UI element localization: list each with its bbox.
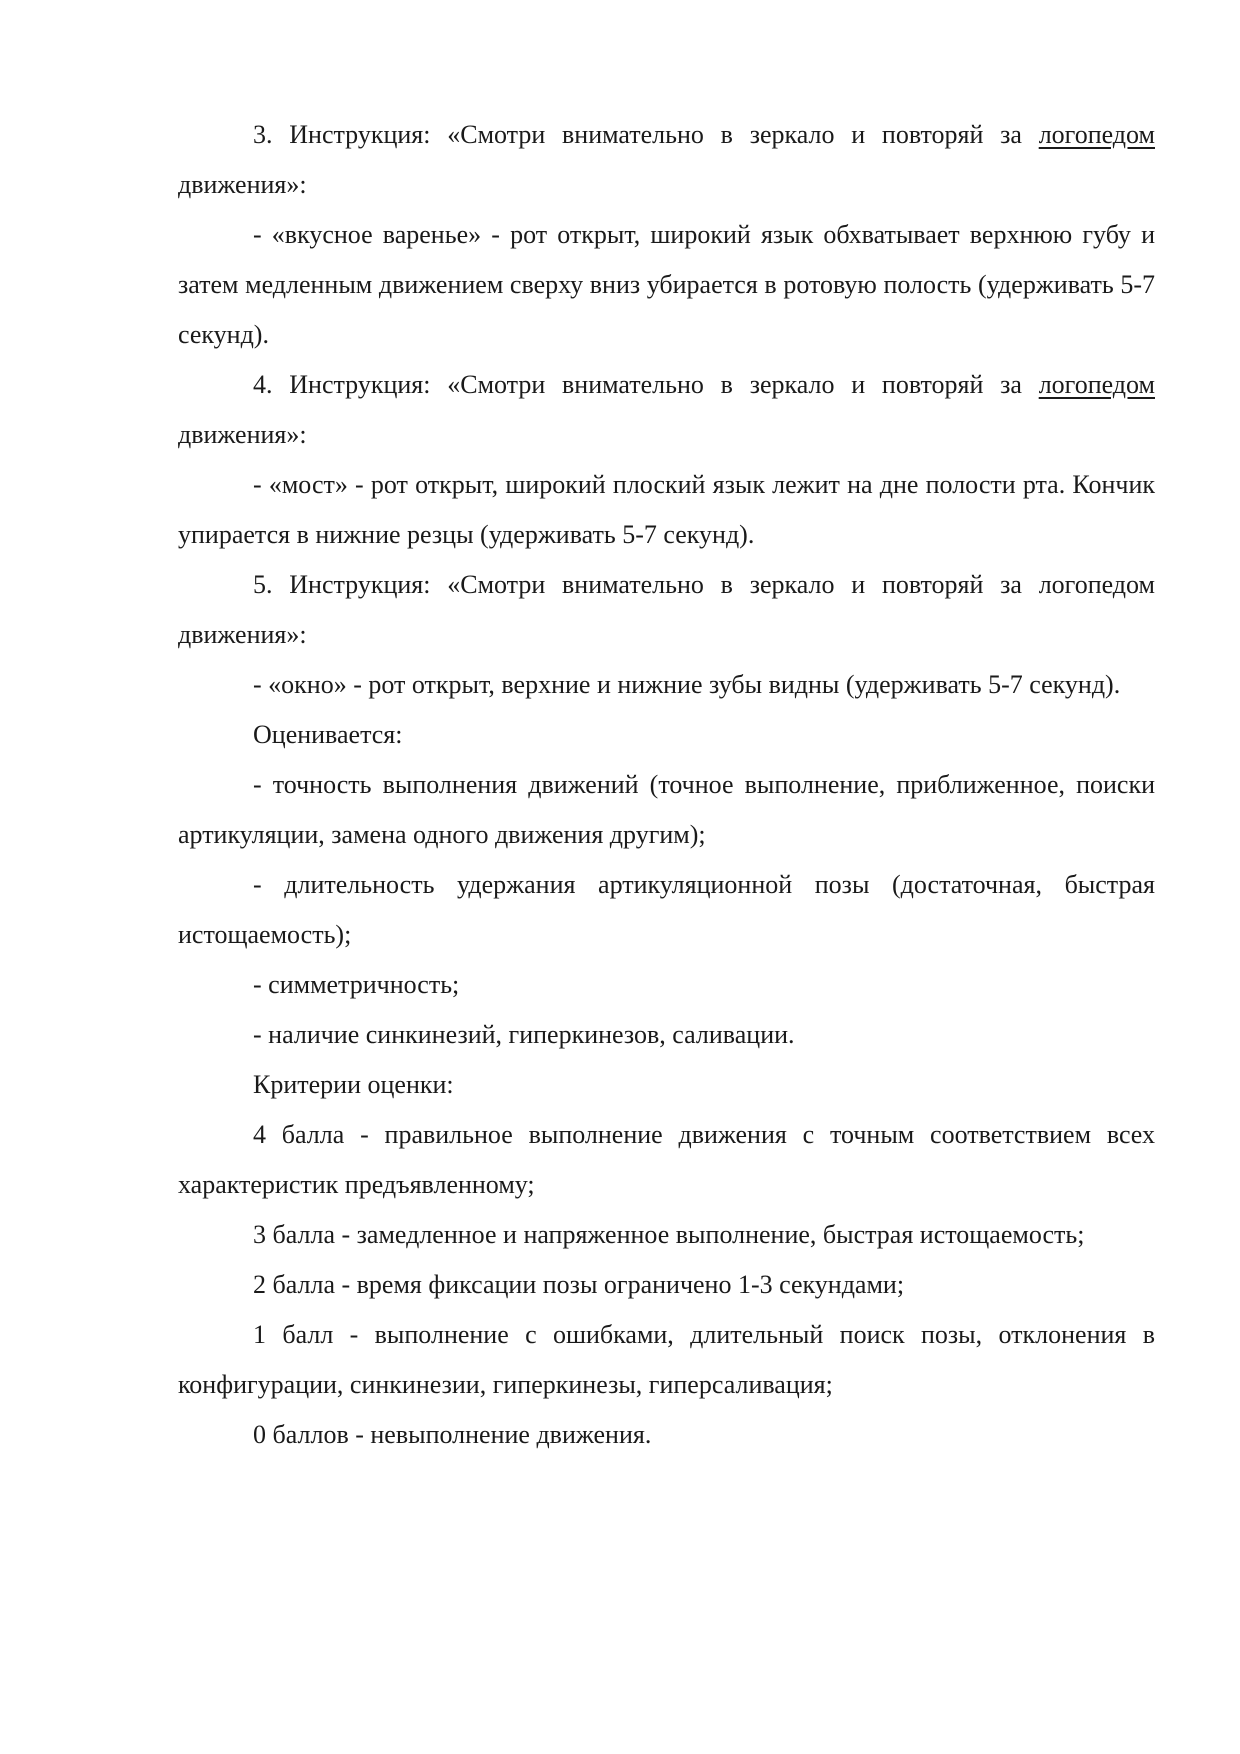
paragraph-score-1: 1 балл - выполнение с ошибками, длительный поиск позы, отклонения в конфигурации, синкинезии, гиперкинезы, гиперсаливация; bbox=[178, 1320, 1155, 1399]
underlined-word: логопедом bbox=[1038, 120, 1155, 149]
paragraph-instruction-5: 5. Инструкция: «Смотри внимательно в зеркало и повторяй за логопедом движения»: bbox=[178, 570, 1155, 649]
paragraph-exercise-jam: - «вкусное варенье» - рот открыт, широкий язык обхватывает верхнюю губу и затем медленным движением сверху вниз убирается в ротовую полость (удерживать 5-7 секунд). bbox=[178, 220, 1155, 349]
paragraph-accuracy: - точность выполнения движений (точное выполнение, приближенное, поиски артикуляции, замена одного движения другим); bbox=[178, 770, 1155, 849]
paragraph-instruction-3: 3. Инструкция: «Смотри внимательно в зеркало и повторяй за логопедом движения»: bbox=[178, 120, 1155, 199]
paragraph-duration: - длительность удержания артикуляционной позы (достаточная, быстрая истощаемость); bbox=[178, 870, 1155, 949]
paragraph-exercise-bridge: - «мост» - рот открыт, широкий плоский язык лежит на дне полости рта. Кончик упирается в нижние резцы (удерживать 5-7 секунд). bbox=[178, 470, 1155, 549]
paragraph-evaluated-heading: Оценивается: bbox=[253, 720, 403, 749]
paragraph-exercise-window: - «окно» - рот открыт, верхние и нижние зубы видны (удерживать 5-7 секунд). bbox=[253, 670, 1121, 699]
paragraph-criteria-heading: Критерии оценки: bbox=[253, 1070, 454, 1099]
paragraph-symmetry: - симметричность; bbox=[253, 970, 460, 999]
paragraph-score-4: 4 балла - правильное выполнение движения с точным соответствием всех характеристик предъявленному; bbox=[178, 1120, 1155, 1199]
paragraph-score-3: 3 балла - замедленное и напряженное выполнение, быстрая истощаемость; bbox=[253, 1220, 1085, 1249]
document-page bbox=[178, 110, 1155, 1460]
paragraph-score-2: 2 балла - время фиксации позы ограничено 1-3 секундами; bbox=[253, 1270, 905, 1299]
paragraph-score-0: 0 баллов - невыполнение движения. bbox=[253, 1420, 652, 1449]
paragraph-synkinesis: - наличие синкинезий, гиперкинезов, саливации. bbox=[253, 1020, 795, 1049]
paragraph-instruction-4: 4. Инструкция: «Смотри внимательно в зеркало и повторяй за логопедом движения»: bbox=[178, 370, 1155, 449]
underlined-word: логопедом bbox=[1038, 370, 1155, 399]
